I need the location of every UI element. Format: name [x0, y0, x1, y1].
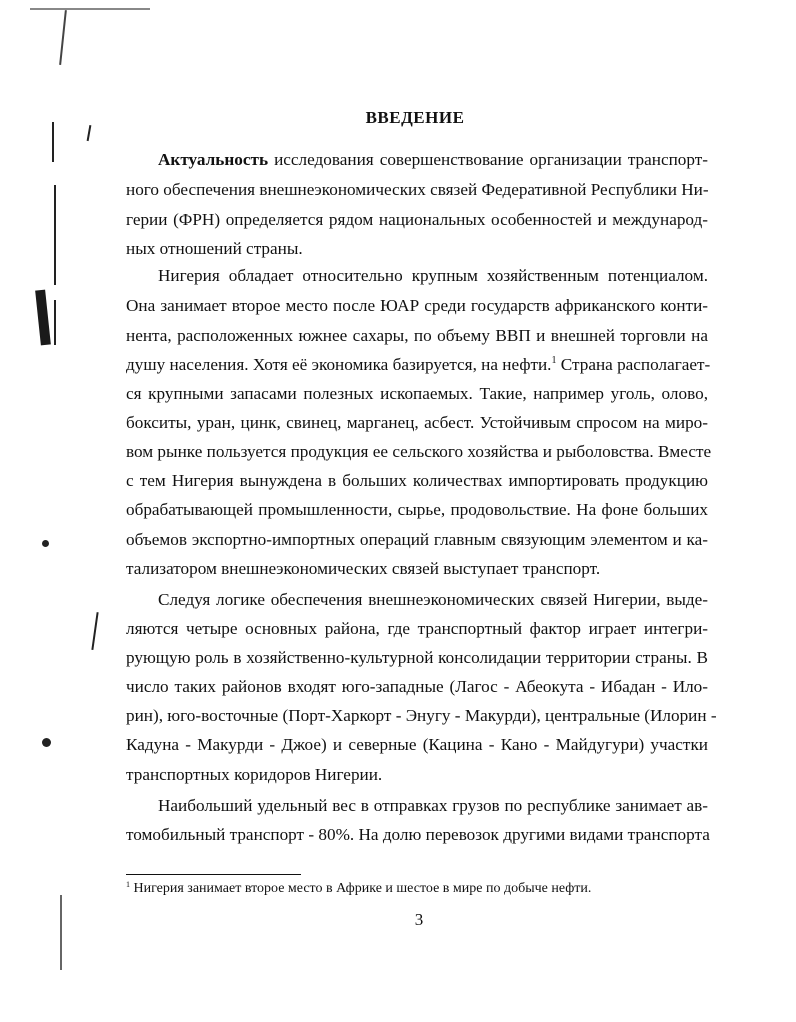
paragraph-2-line: Она занимает второе место после ЮАР среди государств африканского конти- [126, 296, 708, 315]
scan-artifact [42, 540, 49, 547]
text-span: душу населения. Хотя её экономика базируется, на нефти. [126, 355, 552, 374]
scan-artifact [59, 10, 66, 65]
paragraph-1-line: герии (ФРН) определяется рядом национальных особенностей и международ- [126, 210, 708, 229]
paragraph-2-line: тализатором внешнеэкономических связей выступает транспорт. [126, 559, 601, 578]
scan-artifact [54, 300, 56, 345]
scan-artifact [91, 612, 98, 650]
paragraph-2-line: объемов экспортно-импортных операций главным связующим элементом и ка- [126, 530, 708, 549]
paragraph-2-line: бокситы, уран, цинк, свинец, марганец, асбест. Устойчивым спросом на миро- [126, 413, 708, 432]
paragraph-3-line: Кадуна - Макурди - Джое) и северные (Кацина - Кано - Майдугури) участки [126, 735, 708, 754]
paragraph-1-line [158, 150, 708, 170]
footnote [126, 881, 591, 897]
paragraph-4-line: Наибольший удельный вес в отправках грузов по республике занимает ав- [158, 796, 708, 815]
paragraph-3-line: транспортных коридоров Нигерии. [126, 765, 383, 784]
paragraph-2-line: ся крупными запасами полезных ископаемых. Такие, например уголь, олово, [126, 384, 708, 403]
text-span: исследования совершенствование организации транспорт- [268, 150, 708, 169]
footnote-marker: 1 [126, 880, 130, 889]
text-span: Страна располагает- [556, 355, 711, 374]
paragraph-3-line: число таких районов входят юго-западные (Лагос - Абеокута - Ибадан - Ило- [126, 677, 708, 696]
paragraph-2-line: Нигерия обладает относительно крупным хозяйственным потенциалом. [158, 266, 708, 285]
paragraph-1-line: ного обеспечения внешнеэкономических связей Федеративной Республики Ни- [126, 180, 709, 199]
scan-artifact [54, 185, 56, 285]
scan-artifact [42, 738, 51, 747]
scan-artifact [30, 8, 150, 10]
paragraph-2-line: вом рынке пользуется продукция ее сельского хозяйства и рыболовства. Вместе [126, 442, 712, 461]
scan-artifact [35, 290, 51, 346]
paragraph-4-line: томобильный транспорт - 80%. На долю перевозок другими видами транспорта [126, 825, 710, 844]
paragraph-1-line: ных отношений страны. [126, 239, 303, 258]
footnote-text: Нигерия занимает второе место в Африке и шестое в мире по добыче нефти. [130, 881, 592, 896]
emphasis-term: Актуальность [158, 150, 269, 169]
paragraph-2-line: с тем Нигерия вынуждена в больших количествах импортировать продукцию [126, 471, 708, 490]
paragraph-3-line: ляются четыре основных района, где транспортный фактор играет интегри- [126, 619, 708, 638]
paragraph-2-line: обрабатывающей промышленности, сырье, продовольствие. На фоне больших [126, 500, 708, 519]
page-number: 3 [414, 910, 424, 929]
paragraph-3-line: рин), юго-восточные (Порт-Харкорт - Энугу - Макурди), центральные (Илорин - [126, 706, 717, 725]
footnote-divider [126, 874, 301, 875]
paragraph-2-line: нента, расположенных южнее сахары, по объему ВВП и внешней торговли на [126, 326, 708, 345]
footnote-reference: 1 [551, 355, 557, 366]
paragraph-3-line: Следуя логике обеспечения внешнеэкономических связей Нигерии, выде- [158, 590, 708, 609]
section-title: ВВЕДЕНИЕ [365, 108, 465, 127]
paragraph-2-line [126, 355, 711, 375]
scan-artifact [60, 895, 62, 970]
paragraph-3-line: рующую роль в хозяйственно-культурной консолидации территории страны. В [126, 648, 708, 667]
scan-artifact [52, 122, 54, 162]
